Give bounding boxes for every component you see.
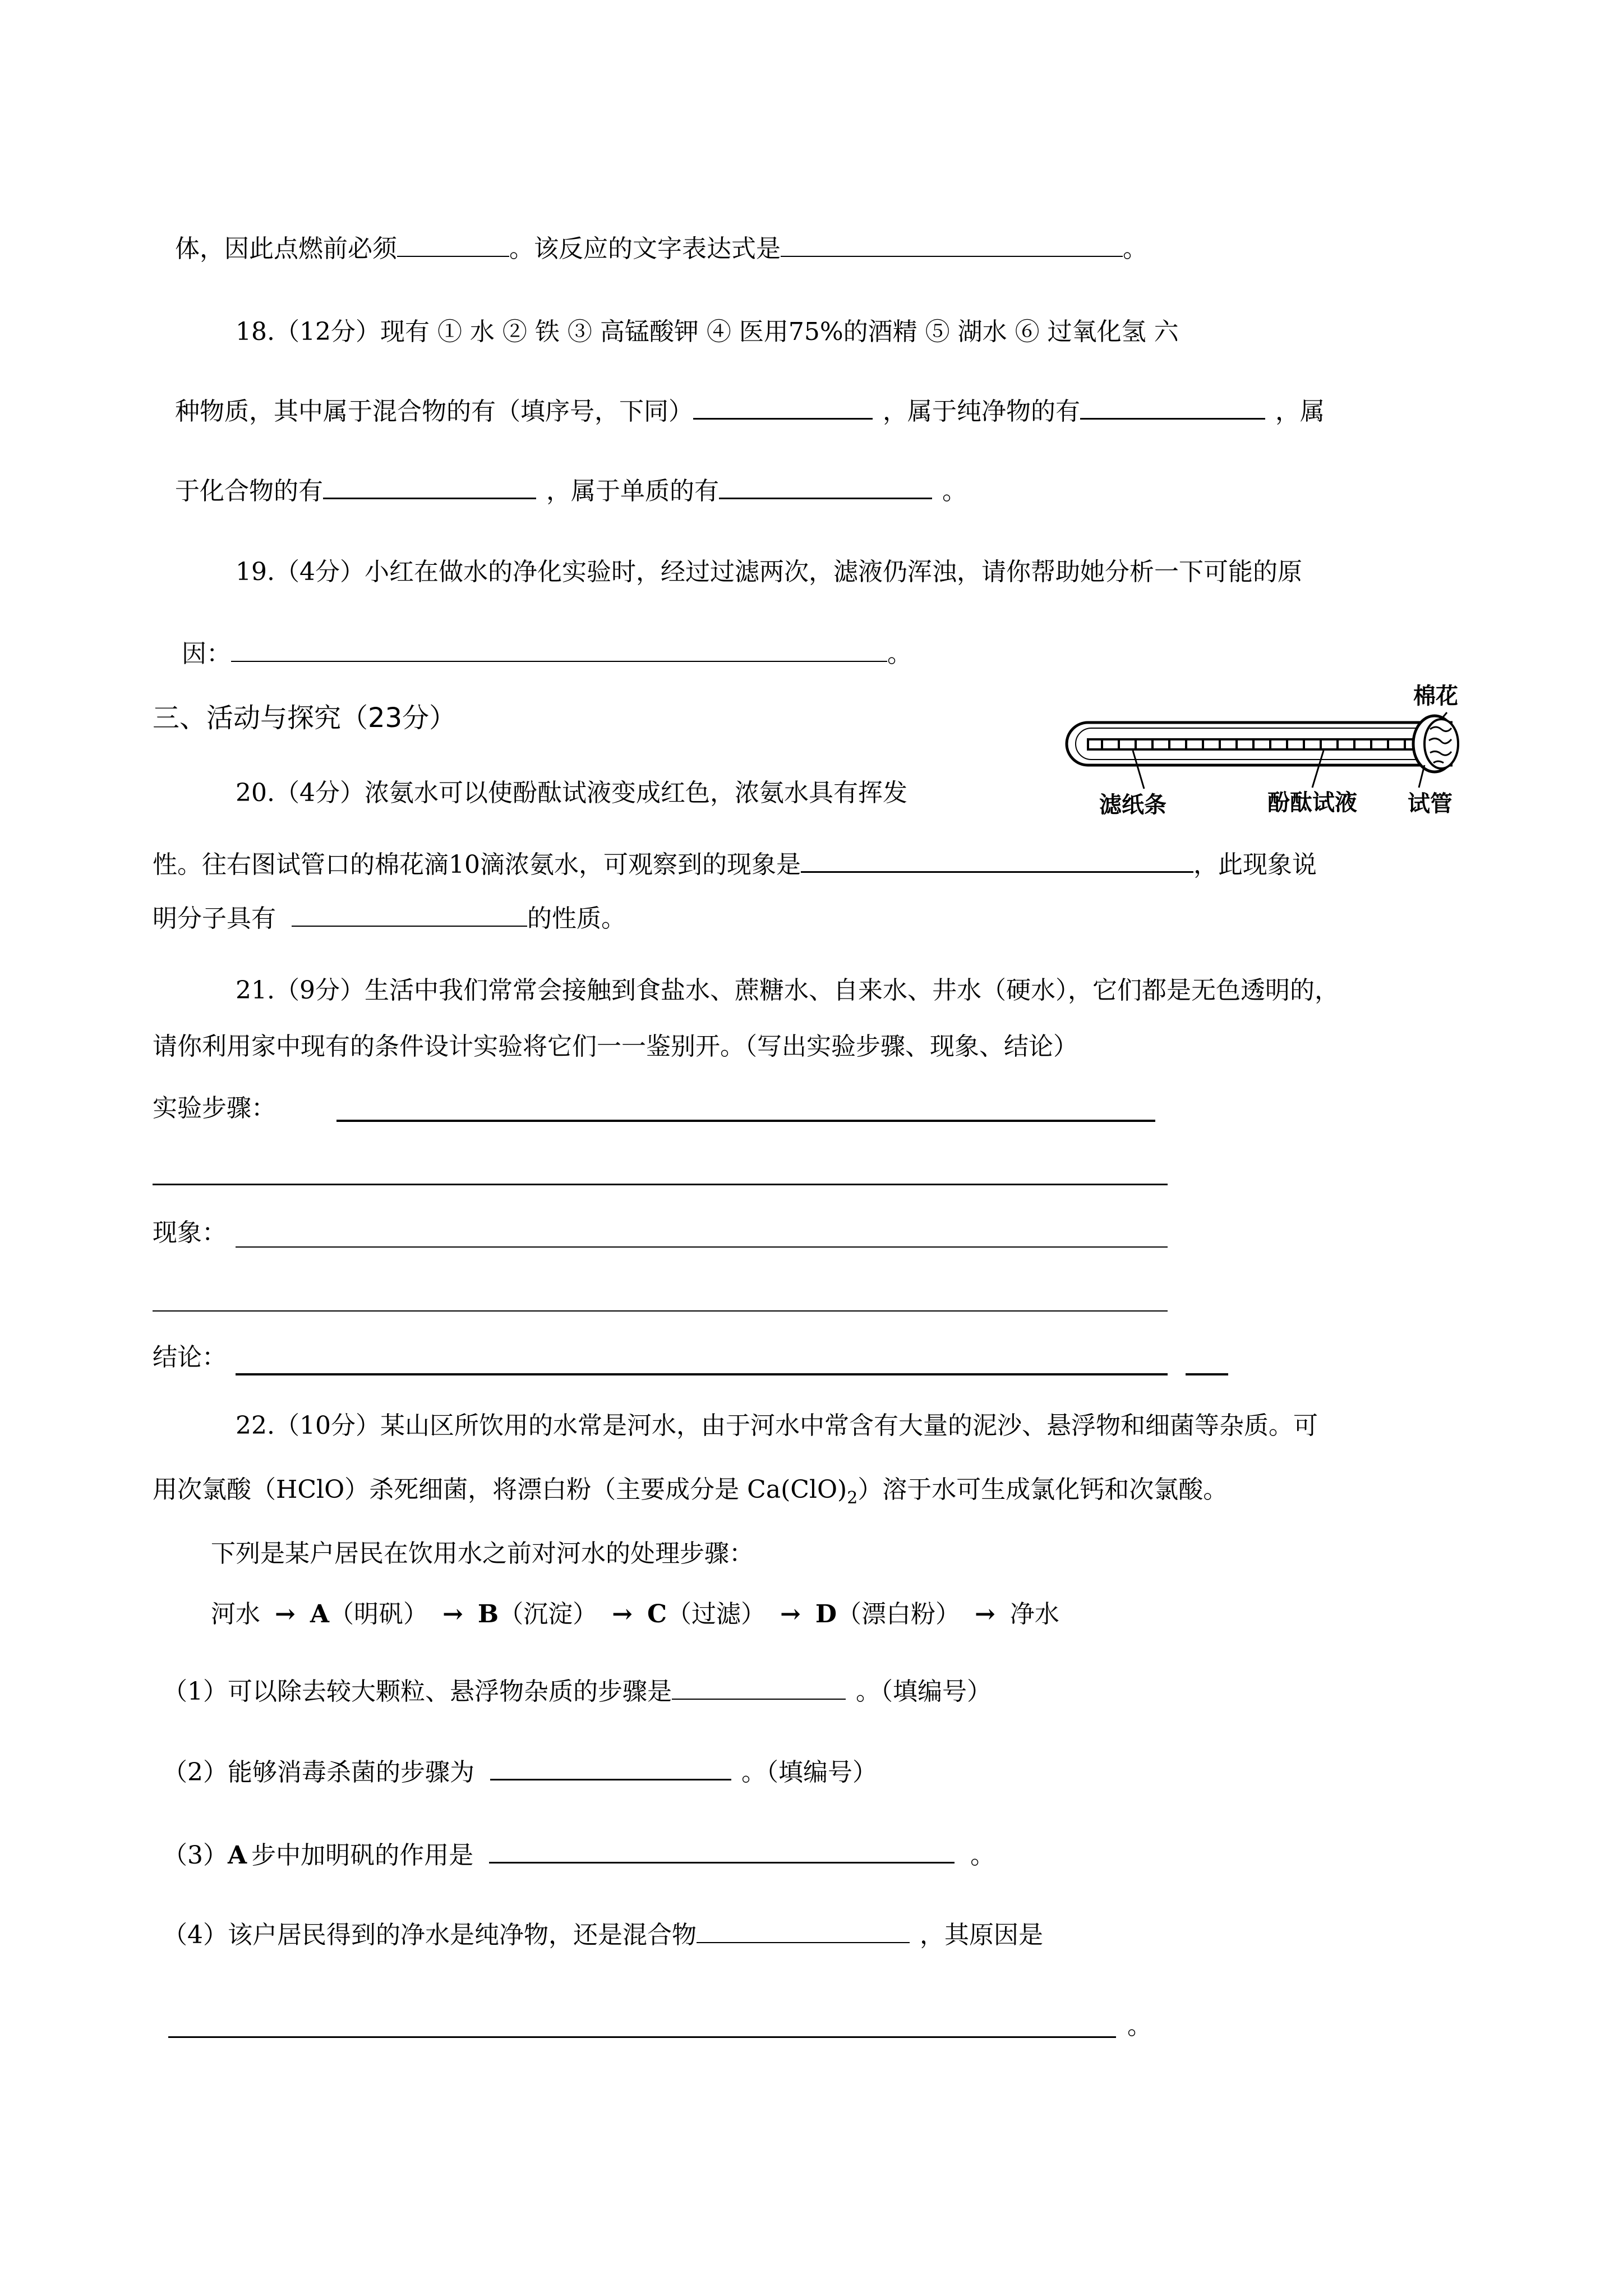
q19-line-2 <box>182 637 912 671</box>
q21-line-1: 21.（9分）生活中我们常常会接触到食盐水、蔗糖水、自来水、井水（硬水），它们都是无色透明的， <box>236 976 1339 1005</box>
q21-conclusion-line-tail[interactable] <box>1186 1373 1228 1375</box>
q18-text-3a: 于化合物的有 <box>175 477 323 505</box>
q22-reason-line[interactable] <box>168 2036 1116 2038</box>
q22-part-2 <box>163 1756 877 1789</box>
q20-property-blank[interactable] <box>292 904 527 927</box>
q21-conclusion-line[interactable] <box>236 1373 1168 1375</box>
q21-phenomenon-line-2[interactable] <box>153 1310 1168 1312</box>
q22-part-4-blank[interactable] <box>697 1921 910 1943</box>
flow-step-c-desc: （过滤） <box>667 1600 766 1628</box>
q22-part-1-text: （1）可以除去较大颗粒、悬浮物杂质的步骤是 <box>163 1677 672 1706</box>
cotton-plug <box>1413 716 1458 772</box>
q18-pure-substances-blank[interactable] <box>1080 397 1265 420</box>
q21-conclusion-label: 结论： <box>153 1343 227 1372</box>
flow-step-b-desc: （沉淀） <box>499 1600 598 1628</box>
q20-line-2 <box>153 848 1317 882</box>
q18-text-2b: ，属于纯净物的有 <box>883 397 1080 426</box>
q19-text-2b: 。 <box>887 639 912 668</box>
q18-text-2a: 种物质，其中属于混合物的有（填序号，下同） <box>175 397 693 426</box>
q20-text-2a: 性。往右图试管口的棉花滴10滴浓氨水，可观察到的现象是 <box>153 850 801 879</box>
q18-text-2c: ，属 <box>1275 397 1325 426</box>
q22-line-3: 下列是某户居民在饮用水之前对河水的处理步骤： <box>211 1539 754 1568</box>
leader-test-tube <box>1419 765 1424 788</box>
q22-text-2a: 用次氯酸（HClO）杀死细菌，将漂白粉（主要成分是 Ca(ClO) <box>153 1475 847 1504</box>
q22-part-3-text: 步中加明矾的作用是 <box>251 1841 474 1870</box>
q20-observation-blank[interactable] <box>801 850 1193 873</box>
flow-step-d-desc: （漂白粉） <box>837 1600 961 1628</box>
q22-part-3 <box>163 1839 995 1872</box>
flow-step-a-desc: （明矾） <box>329 1600 428 1628</box>
q21-steps-label: 实验步骤： <box>153 1094 276 1122</box>
q22-part-2-blank[interactable] <box>490 1757 731 1780</box>
flow-arrow-3: → <box>612 1600 633 1628</box>
q21-steps-line-1[interactable] <box>336 1120 1155 1122</box>
q19-reason-blank[interactable] <box>231 639 887 662</box>
q22-part-1-hint: 。（填编号） <box>856 1677 992 1706</box>
leader-filter-strip <box>1133 751 1144 789</box>
flow-arrow-5: → <box>975 1600 995 1628</box>
q18-line-1: 18.（12分）现有 ① 水 ② 铁 ③ 高锰酸钾 ④ 医用75%的酒精 ⑤ 湖水 ⑥ 过氧化氢 六 <box>236 318 1179 346</box>
q21-steps-line-2[interactable] <box>153 1184 1168 1185</box>
q21-line-2: 请你利用家中现有的条件设计实验将它们一一鉴别开。（写出实验步骤、现象、结论） <box>153 1032 1078 1061</box>
q21-phenomenon-label: 现象： <box>153 1218 227 1247</box>
q18-text-3c: 。 <box>942 477 967 505</box>
q17-line <box>175 232 1147 266</box>
q20-line-3 <box>153 902 626 936</box>
leader-phenolphthalein <box>1312 751 1324 788</box>
flow-step-c: C <box>647 1600 667 1628</box>
q18-line-2 <box>175 395 1325 429</box>
flow-arrow-4: → <box>780 1600 801 1628</box>
q22-line-2 <box>153 1473 1228 1515</box>
flow-step-a: A <box>310 1600 330 1628</box>
flow-step-d: D <box>815 1600 837 1628</box>
q22-reason-period: 。 <box>1127 2012 1152 2040</box>
q18-compounds-blank[interactable] <box>323 476 536 499</box>
q22-part-4-reason-label: ，其原因是 <box>920 1921 1043 1949</box>
q20-text-3b: 的性质。 <box>527 904 626 933</box>
q22-part-3-blank[interactable] <box>489 1841 955 1864</box>
q19-line-1: 19.（4分）小红在做水的净化实验时，经过过滤两次，滤液仍浑浊，请你帮助她分析一下可能的原 <box>236 558 1302 586</box>
q17-text-3: 。 <box>1123 234 1147 263</box>
q21-phenomenon-line-1[interactable] <box>236 1246 1168 1248</box>
q22-subscript: 2 <box>847 1488 858 1508</box>
q17-answer-blank-2[interactable] <box>781 234 1123 257</box>
label-cotton: 棉花 <box>1413 683 1458 709</box>
q20-line-1: 20.（4分）浓氨水可以使酚酞试液变成红色，浓氨水具有挥发 <box>236 779 907 807</box>
q22-part-3-period: 。 <box>970 1841 995 1870</box>
q17-answer-blank-1[interactable] <box>397 234 509 257</box>
q22-part-4-text: （4）该户居民得到的净水是纯净物，还是混合物 <box>163 1921 697 1949</box>
q22-part-1-blank[interactable] <box>672 1677 846 1700</box>
q20-text-3a: 明分子具有 <box>153 904 276 933</box>
q22-part-3-step-a: A <box>228 1841 247 1870</box>
flow-arrow-2: → <box>442 1600 463 1628</box>
q18-elements-blank[interactable] <box>719 476 932 499</box>
treatment-flow <box>211 1598 1059 1631</box>
q17-text-2: 。该反应的文字表达式是 <box>509 234 781 263</box>
flow-clean-water: 净水 <box>1009 1600 1059 1628</box>
label-test-tube: 试管 <box>1408 791 1453 817</box>
label-phenolphthalein: 酚酞试液 <box>1267 790 1357 816</box>
q17-text-1: 体，因此点燃前必须 <box>175 234 397 263</box>
flow-river: 河水 <box>211 1600 260 1628</box>
q18-line-3 <box>175 475 967 508</box>
q19-text-2a: 因： <box>182 639 231 668</box>
q18-mixtures-blank[interactable] <box>693 397 873 420</box>
q22-part-3-number: （3） <box>163 1841 228 1870</box>
q22-line-1: 22.（10分）某山区所饮用的水常是河水，由于河水中常含有大量的泥沙、悬浮物和细菌等杂质。可 <box>236 1411 1318 1440</box>
flow-step-b: B <box>477 1600 499 1628</box>
q22-part-2-text: （2）能够消毒杀菌的步骤为 <box>163 1758 474 1787</box>
q22-part-2-hint: 。（填编号） <box>741 1758 877 1787</box>
q18-text-3b: ，属于单质的有 <box>546 477 719 505</box>
q22-part-4 <box>163 1918 1043 1952</box>
flow-arrow-1: → <box>275 1600 296 1628</box>
section-3-title: 三、活动与探究（23分） <box>153 702 457 734</box>
test-tube-figure <box>1054 673 1469 819</box>
q22-part-1 <box>163 1675 992 1709</box>
label-filter-strip: 滤纸条 <box>1099 792 1166 818</box>
q22-text-2b: ）溶于水可生成氯化钙和次氯酸。 <box>857 1475 1228 1504</box>
q20-text-2b: ，此现象说 <box>1193 850 1317 879</box>
